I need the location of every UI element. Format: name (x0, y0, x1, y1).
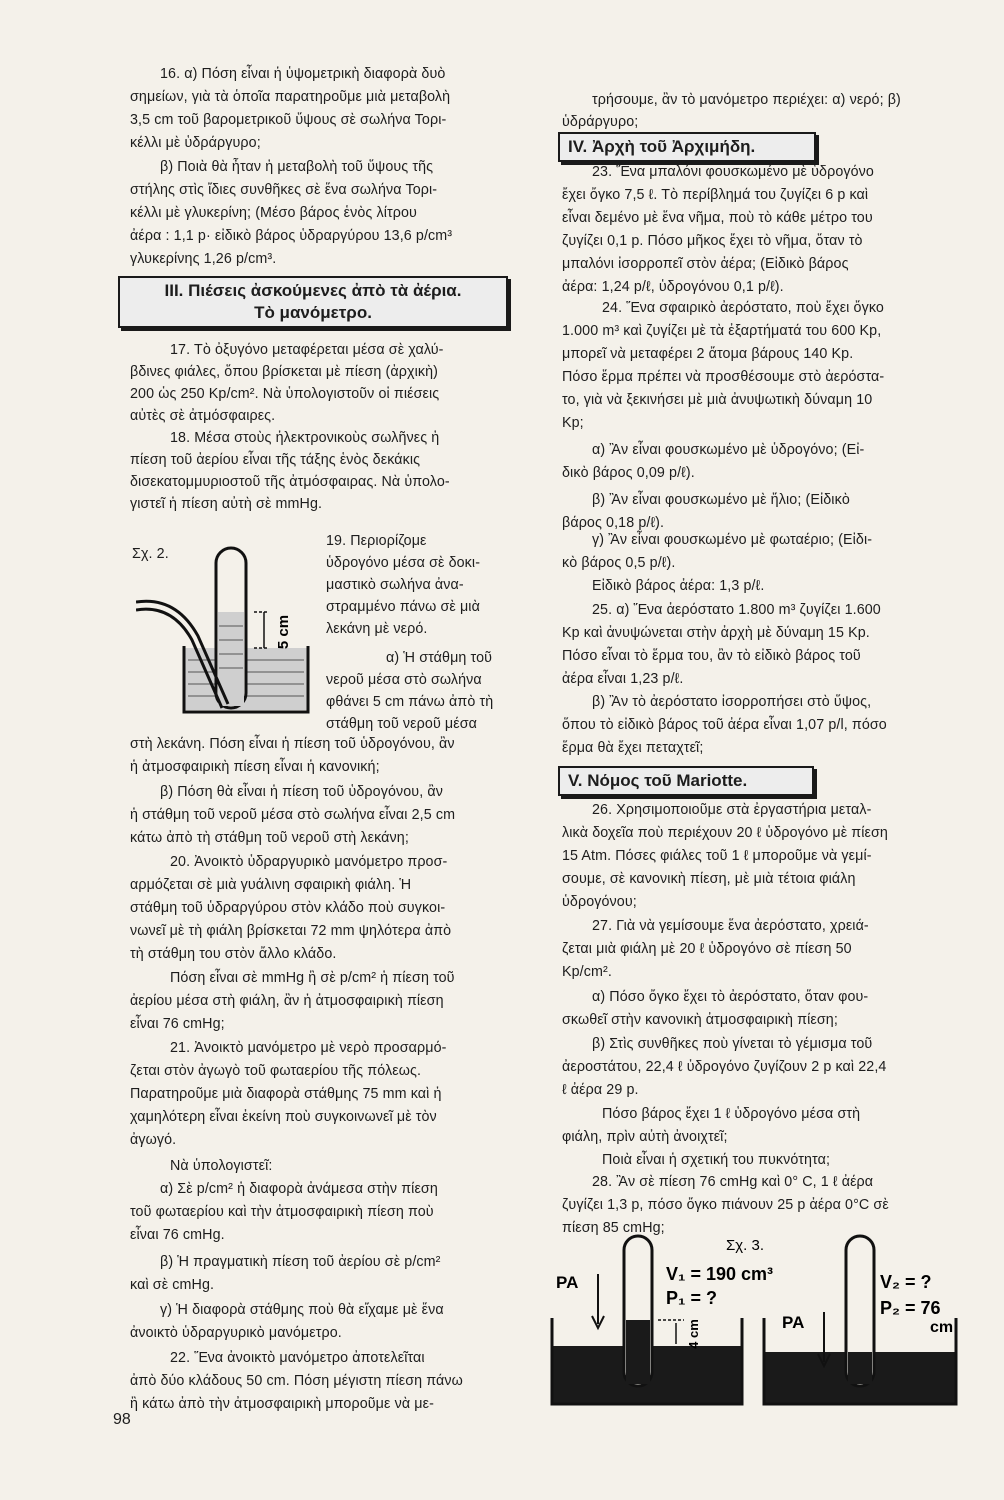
problem-18-line: γιστεῖ ἡ πίεση αὐτὴ σὲ mmHg. (130, 496, 323, 512)
problem-20-line: Πόση εἶναι σὲ mmHg ἢ σὲ p/cm² ἡ πίεση τοῦ (170, 970, 455, 986)
problem-21-line: καὶ σὲ cmHg. (130, 1277, 215, 1293)
page-number: 98 (113, 1411, 131, 1428)
figure-2-diagram (136, 536, 326, 726)
figure-3-diagram (546, 1228, 964, 1412)
problem-24-line: β) Ἂν εἶναι φουσκωμένο μὲ ἥλιο; (Εἰδικὸ (592, 492, 850, 508)
problem-22-line: τρήσουμε, ἂν τὸ μανόμετρο περιέχει: α) νερό; β) (592, 92, 901, 108)
problem-28-line: ζυγίζει 1,3 p, πόσο ὄγκο πιάνουν 25 p ἀέρα 0°C σὲ (562, 1197, 889, 1213)
problem-23-line: ἀέρα: 1,24 p/ℓ, ὑδρογόνου 0,1 p/ℓ). (562, 279, 784, 295)
problem-23-line: 23. Ἕνα μπαλόνι φουσκωμένο μὲ ὑδρογόνο (592, 164, 874, 180)
problem-21-line: 21. Ἀνοικτὸ μανόμετρο μὲ νερὸ προσαρμό- (170, 1040, 447, 1056)
dimension-label: 5 cm (275, 614, 292, 650)
problem-16-line: ἀέρα : 1,1 p· εἰδικὸ βάρος ὑδραργύρου 13,6 p/cm³ (130, 228, 453, 244)
v2-label: V₂ = ? (880, 1272, 932, 1292)
mercury-column-left (626, 1320, 650, 1384)
problem-27-line: φιάλη, πρὶν αὐτὴ ἀνοιχτεῖ; (562, 1129, 728, 1145)
dimension-label: 4 cm (686, 1319, 701, 1349)
section-3-header (118, 276, 508, 328)
problem-19-line: στὴ λεκάνη. Πόση εἶναι ἡ πίεση τοῦ ὑδρογόνου, ἂν (130, 736, 455, 752)
problem-27-line: ζεται μιὰ φιάλη μὲ 20 ℓ ὑδρογόνο σὲ πίεση 50 (562, 941, 852, 957)
problem-20-line: 20. Ἀνοικτὸ ὑδραργυρικὸ μανόμετρο προσ- (170, 854, 448, 870)
problem-16-line: σημείων, γιὰ τὰ ὁποῖα παρατηροῦμε μιὰ μεταβολὴ (130, 89, 451, 105)
problem-27-line: Ποιὰ εἶναι ἡ σχετική του πυκνότητα; (602, 1152, 831, 1168)
section-5-header (558, 766, 814, 796)
problem-19-line: μαστικὸ σωλήνα ἀνα- (326, 577, 464, 593)
problem-22-line: ἀπὸ δύο κλάδους 50 cm. Πόση μέγιστη πίεση πάνω (130, 1373, 463, 1389)
problem-23-line: εἶναι δεμένο μὲ ἕνα νῆμα, ποὺ τὸ κάθε μέτρο του (562, 210, 873, 226)
problem-23-line: μπαλόνι ἰσορροπεῖ στὸν ἀέρα; (Εἰδικὸ βάρος (562, 256, 849, 272)
figure-3-label: Σχ. 3. (726, 1237, 764, 1254)
problem-18-line: πίεση τοῦ ἀερίου εἶναι τῆς τάξης ἑνὸς δεκάκις (130, 452, 421, 468)
problem-24-line: κὸ βάρος 0,5 p/ℓ). (562, 555, 676, 571)
problem-20-line: αρμόζεται σὲ μιὰ γυάλινη σφαιρικὴ φιάλη. Ἡ (130, 877, 412, 893)
problem-19-line: νεροῦ μέσα στὸ σωλήνα (326, 672, 482, 688)
problem-27-line: ἀεροστάτου, 22,4 ℓ ὑδρογόνο ζυγίζουν 2 p καὶ 22,4 (562, 1059, 887, 1075)
problem-20-line: ἀερίου μέσα στὴ φιάλη, ἂν ἡ ἀτμοσφαιρικὴ πίεση (130, 993, 444, 1009)
problem-21-line: εἶναι 76 cmHg. (130, 1227, 225, 1243)
problem-21-line: ἀγωγό. (130, 1132, 177, 1148)
problem-21-line: γ) Ἡ διαφορὰ στάθμης ποὺ θὰ εἴχαμε μὲ ἕνα (160, 1302, 444, 1318)
problem-26-line: σουμε, σὲ κανονικὴ πίεση, μὲ μιὰ τέτοια φιάλη (562, 871, 856, 887)
problem-22-line: 22. Ἕνα ἀνοικτὸ μανόμετρο ἀποτελεῖται (170, 1350, 425, 1366)
problem-22-line: ἢ κάτω ἀπὸ τὴν ἀτμοσφαιρικὴ μποροῦμε νὰ με- (130, 1396, 434, 1412)
problem-23-line: ἔχει ὄγκο 7,5 ℓ. Τὸ περίβλημά του ζυγίζει 6 p καὶ (562, 187, 869, 203)
problem-28-line: 28. Ἂν σὲ πίεση 76 cmHg καὶ 0° C, 1 ℓ ἀέρα (592, 1174, 874, 1190)
problem-19-line: β) Πόση θὰ εἶναι ἡ πίεση τοῦ ὑδρογόνου, ἂν (160, 784, 443, 800)
problem-21-line: χαμηλότερη εἶναι ἐκείνη ποὺ συγκοινωνεῖ μὲ τὸν (130, 1109, 437, 1125)
problem-16-line: στήλης στὶς ἴδιες συνθῆκες σὲ ἕνα σωλήνα Τορι- (130, 182, 438, 198)
pa-label-right: PA (782, 1313, 805, 1332)
problem-24-line: γ) Ἂν εἶναι φουσκωμένο μὲ φωταέριο; (Εἰδι- (592, 532, 873, 548)
problem-20-line: νωνεῖ μὲ τὴ φιάλη βρίσκεται 72 mm ψηλότερα ἀπὸ (130, 923, 452, 939)
problem-17-line: βδινες φιάλες, ὅπου βρίσκεται μὲ πίεση (ἀρχικὴ) (130, 364, 439, 380)
problem-19-line: λεκάνη μὲ νερό. (326, 621, 428, 637)
problem-19-line: φθάνει 5 cm πάνω ἀπὸ τὴ (326, 694, 494, 710)
section-3-subtitle: Τὸ μανόμετρο. (254, 303, 372, 322)
section-4-header (558, 132, 816, 162)
p2-label: P₂ = 76 (880, 1298, 941, 1318)
pa-label-left: PA (556, 1273, 579, 1292)
problem-21-line: β) Ἡ πραγματικὴ πίεση τοῦ ἀερίου σὲ p/cm² (160, 1254, 441, 1270)
problem-19-line: στάθμη τοῦ νεροῦ μέσα (326, 716, 478, 732)
figure-2-label: Σχ. 2. (132, 546, 169, 562)
problem-17-line: αὐτὲς σὲ ἀτμόσφαιρες. (130, 408, 276, 424)
problem-20-line: στάθμη τοῦ ὑδραργύρου στὸν κλάδο ποὺ συγκοι- (130, 900, 446, 916)
problem-22-line: ὑδράργυρο; (562, 114, 639, 130)
section-3-title: III. Πιέσεις ἀσκούμενες ἀπὸ τὰ ἀέρια. (164, 281, 462, 300)
problem-26-line: 26. Χρησιμοποιοῦμε στὰ ἐργαστήρια μεταλ- (592, 802, 872, 818)
problem-25-line: ὅπου τὸ εἰδικὸ βάρος τοῦ ἀέρα εἶναι 1,07 p/l, πόσο (562, 717, 887, 733)
problem-21-line: α) Σὲ p/cm² ἡ διαφορὰ ἀνάμεσα στὴν πίεση (160, 1181, 438, 1197)
problem-25-line: Kp καὶ ἀνυψώνεται στὴν ἀρχὴ μὲ δύναμη 15 Kp. (562, 625, 870, 641)
problem-21-line: ζεται στὸν ἀγωγὸ τοῦ φωταερίου τῆς πόλεως. (130, 1063, 422, 1079)
problem-19-line: 19. Περιορίζομε (326, 533, 427, 549)
problem-21-line: Παρατηροῦμε μιὰ διαφορὰ στάθμης 75 mm καὶ ἡ (130, 1086, 442, 1102)
p1-label: P₁ = ? (666, 1288, 717, 1308)
problem-16-line: 3,5 cm τοῦ βαρομετρικοῦ ὕψους σὲ σωλήνα Τορι- (130, 112, 447, 128)
problem-28-line: πίεση 85 cmHg; (562, 1220, 665, 1236)
problem-27-line: Πόσο βάρος ἔχει 1 ℓ ὑδρογόνο μέσα στὴ (602, 1106, 861, 1122)
problem-19-line: α) Ἡ στάθμη τοῦ (386, 650, 493, 666)
problem-27-line: α) Πόσο ὄγκο ἔχει τὸ ἀερόστατο, ὅταν φου- (592, 989, 869, 1005)
problem-26-line: λικὰ δοχεῖα ποὺ περιέχουν 20 ℓ ὑδρογόνο μὲ πίεση (562, 825, 888, 841)
problem-16-line: γλυκερίνης 1,26 p/cm³. (130, 251, 277, 267)
problem-25-line: ἕρμα θὰ ἔχει πεταχτεῖ; (562, 740, 704, 756)
problem-19-line: ἡ στάθμη τοῦ νεροῦ μέσα στὸ σωλήνα εἶναι 2,5 cm (130, 807, 456, 823)
problem-27-line: ℓ ἀέρα 29 p. (562, 1082, 639, 1098)
problem-20-line: εἶναι 76 cmHg; (130, 1016, 225, 1032)
problem-25-line: ἀέρα εἶναι 1,23 p/ℓ. (562, 671, 684, 687)
problem-17-line: 17. Τὸ ὀξυγόνο μεταφέρεται μέσα σὲ χαλύ- (170, 342, 444, 358)
problem-27-line: 27. Γιὰ νὰ γεμίσουμε ἕνα ἀερόστατο, χρειά- (592, 918, 869, 934)
problem-24-line: Εἰδικὸ βάρος ἀέρα: 1,3 p/ℓ. (592, 578, 765, 594)
problem-24-line: Kp; (562, 415, 584, 431)
problem-24-line: το, γιὰ νὰ ξεκινήσει μὲ μιὰ ἀνυψωτικὴ δύναμη 10 (562, 392, 873, 408)
problem-19-line: ἡ ἀτμοσφαιρικὴ πίεση εἶναι ἡ κανονική; (130, 759, 380, 775)
problem-24-line: μπορεῖ νὰ μεταφέρει 2 ἄτομα βάρους 140 Kp. (562, 346, 854, 362)
problem-24-line: βάρος 0,18 p/ℓ). (562, 515, 665, 531)
problem-16-line: 16. α) Πόση εἶναι ἡ ὑψομετρικὴ διαφορὰ δυὸ (160, 66, 446, 82)
problem-21-line: ἀνοικτὸ ὑδραργυρικὸ μανόμετρο. (130, 1325, 342, 1341)
problem-16-line: κέλλι μὲ γλυκερίνη; (Μέσο βάρος ἑνὸς λίτρου (130, 205, 417, 221)
problem-16-line: β) Ποιὰ θὰ ἦταν ἡ μεταβολὴ τοῦ ὕψους τῆς (160, 159, 434, 175)
problem-18-line: 18. Μέσα στοὺς ἠλεκτρονικοὺς σωλῆνες ἡ (170, 430, 440, 446)
problem-16-line: κέλλι μὲ ὑδράργυρο; (130, 135, 261, 151)
section-4-title: IV. Ἀρχὴ τοῦ Ἀρχιμήδη. (568, 137, 756, 156)
problem-25-line: Πόσο εἶναι τὸ ἕρμα του, ἂν τὸ εἰδικὸ βάρος τοῦ (562, 648, 861, 664)
problem-24-line: Πόσο ἕρμα πρέπει νὰ προσθέσουμε στὸ ἀερόστα- (562, 369, 885, 385)
problem-26-line: 15 Atm. Πόσες φιάλες τοῦ 1 ℓ μποροῦμε νὰ γεμί- (562, 848, 872, 864)
problem-24-line: α) Ἂν εἶναι φουσκωμένο μὲ ὑδρογόνο; (Εἰ- (592, 442, 865, 458)
problem-24-line: δικὸ βάρος 0,09 p/ℓ). (562, 465, 695, 481)
problem-19-line: στραμμένο πάνω σὲ μιὰ (326, 599, 480, 615)
problem-24-line: 24. Ἕνα σφαιρικὸ ἀερόστατο, ποὺ ἔχει ὄγκο (602, 300, 884, 316)
problem-23-line: ζυγίζει 0,1 p. Πόσο μῆκος ἔχει τὸ νῆμα, ὅταν τὸ (562, 233, 863, 249)
problem-24-line: 1.000 m³ καὶ ζυγίζει μὲ τὰ ἐξαρτήματά του 600 Kp, (562, 323, 882, 339)
problem-18-line: δισεκατομμυριοστοῦ τῆς ἀτμόσφαιρας. Νὰ ὑπολο- (130, 474, 450, 490)
p2-unit: cm (930, 1319, 954, 1336)
problem-21-line: Νὰ ὑπολογιστεῖ: (170, 1158, 273, 1174)
problem-25-line: β) Ἂν τὸ ἀερόστατο ἰσορροπήσει στὸ ὕψος, (592, 694, 872, 710)
mercury-column-right (848, 1352, 872, 1384)
problem-21-line: τοῦ φωταερίου καὶ τὴν ἀτμοσφαιρικὴ πίεση ποὺ (130, 1204, 434, 1220)
problem-19-line: κάτω ἀπὸ τὴ στάθμη τοῦ νεροῦ στὴ λεκάνη; (130, 830, 409, 846)
problem-17-line: 200 ὡς 250 Kp/cm². Νὰ ὑπολογιστοῦν οἱ πιέσεις (130, 386, 440, 402)
problem-19-line: ὑδρογόνο μέσα σὲ δοκι- (326, 555, 481, 571)
problem-26-line: ὑδρογόνου; (562, 894, 637, 910)
problem-25-line: 25. α) Ἕνα ἀερόστατο 1.800 m³ ζυγίζει 1.600 (592, 602, 881, 618)
problem-20-line: τὴ στάθμη του στὸν ἄλλο κλάδο. (130, 946, 337, 962)
problem-27-line: β) Στὶς συνθῆκες ποὺ γίνεται τὸ γέμισμα τοῦ (592, 1036, 873, 1052)
v1-label: V₁ = 190 cm³ (666, 1264, 774, 1284)
problem-27-line: σκωθεῖ στὴν κανονικὴ ἀτμοσφαιρικὴ πίεση; (562, 1012, 838, 1028)
problem-27-line: Kp/cm². (562, 964, 612, 980)
section-5-title: V. Νόμος τοῦ Mariotte. (568, 771, 748, 790)
